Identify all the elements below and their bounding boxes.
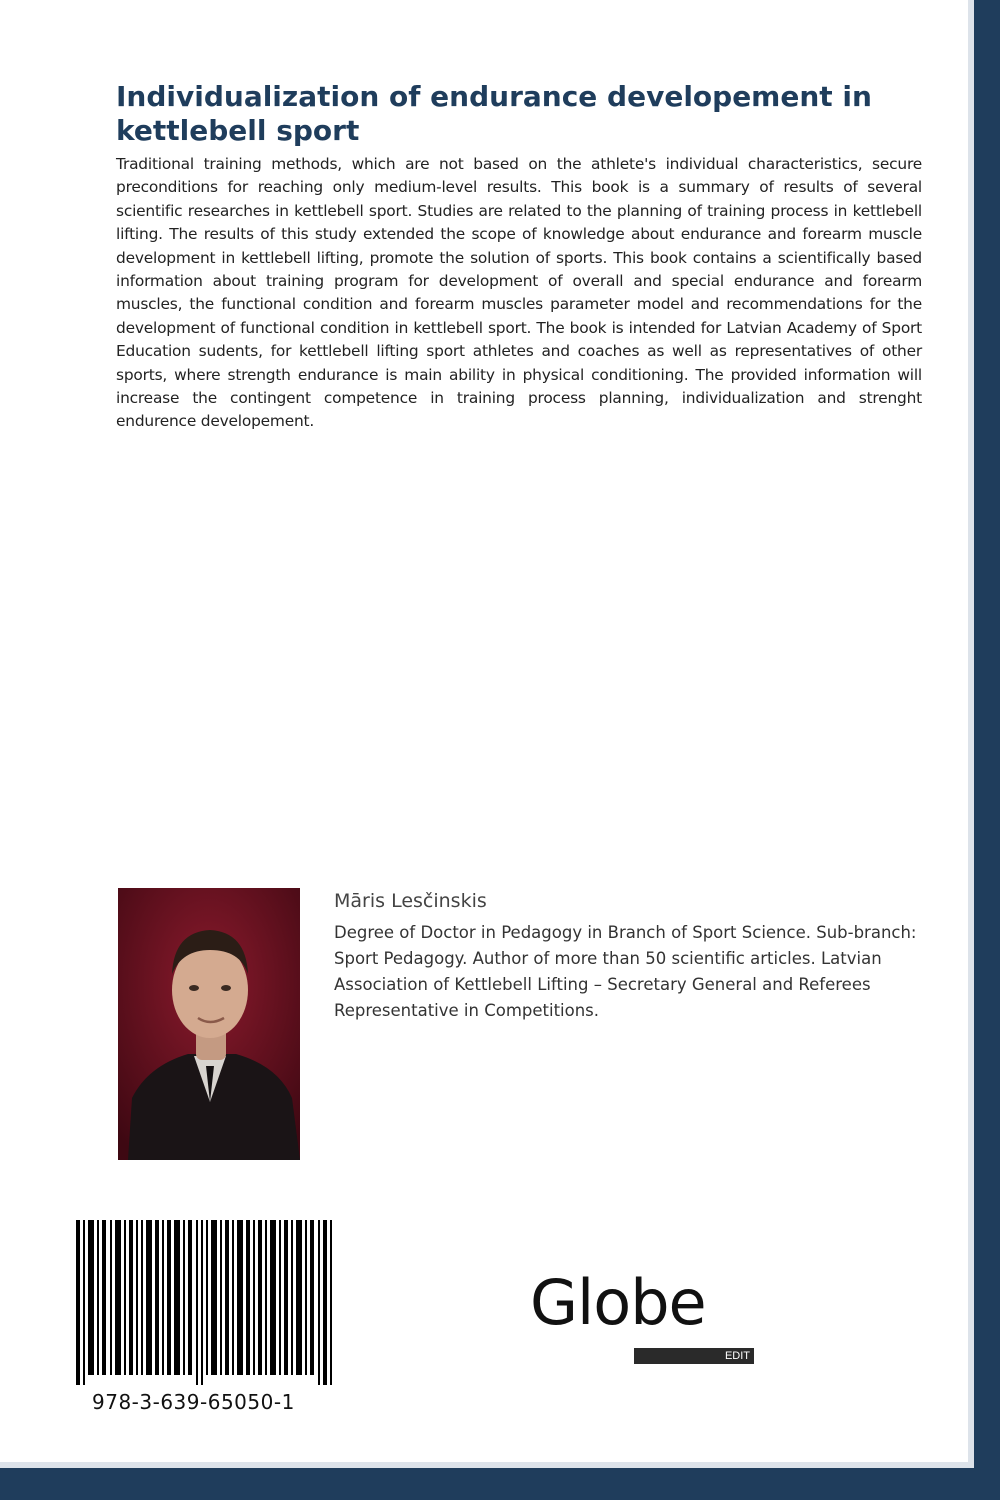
- author-name: Māris Lesčinskis: [334, 890, 487, 912]
- publisher-logo-imprint: EDIT: [634, 1348, 754, 1364]
- cover-frame-bottom-highlight: [0, 1462, 974, 1468]
- book-description: Traditional training methods, which are not based on the athlete's individual characteristics, secure preconditions for reaching only medium-level results. This book is a summary of results of several scientific researches in kettlebell sport. Studies are related to the planning of training process in kettlebell lifting. The results of this study extended the scope of knowledge about endurance and forearm muscle development in kettlebell lifting, promote the solution of sports. This book contains a scientifically based information about training program for development of overall and special endurance and forearm muscles, the functional condition and forearm muscles parameter model and recommendations for the development of functional condition in kettlebell sport. The book is intended for Latvian Academy of Sport Education sudents, for kettlebell lifting sport athletes and coaches as well as representatives of other sports, where strength endurance is main ability in physical conditioning. The provided information will increase the contingent competence in training process planning, individualization and strenght endurence developement.: [116, 155, 922, 431]
- isbn-barcode: [74, 1220, 340, 1385]
- author-portrait-illustration: [118, 888, 300, 1160]
- author-photo: [118, 888, 300, 1160]
- publisher-logo: [530, 1268, 760, 1368]
- isbn-number: 978-3-639-65050-1: [92, 1390, 295, 1414]
- barcode-bars: [74, 1220, 340, 1385]
- publisher-logo-wordmark: Globe: [530, 1266, 706, 1339]
- cover-frame-right-highlight: [968, 0, 974, 1500]
- author-bio: Degree of Doctor in Pedagogy in Branch of Sport Science. Sub-branch: Sport Pedagogy. Author of more than 50 scientific articles. Latvian Association of Kettlebell Lifting – Secretary General and Referees Representative in Competitions.: [334, 923, 917, 1020]
- book-title: Individualization of endurance developement in kettlebell sport: [116, 80, 872, 147]
